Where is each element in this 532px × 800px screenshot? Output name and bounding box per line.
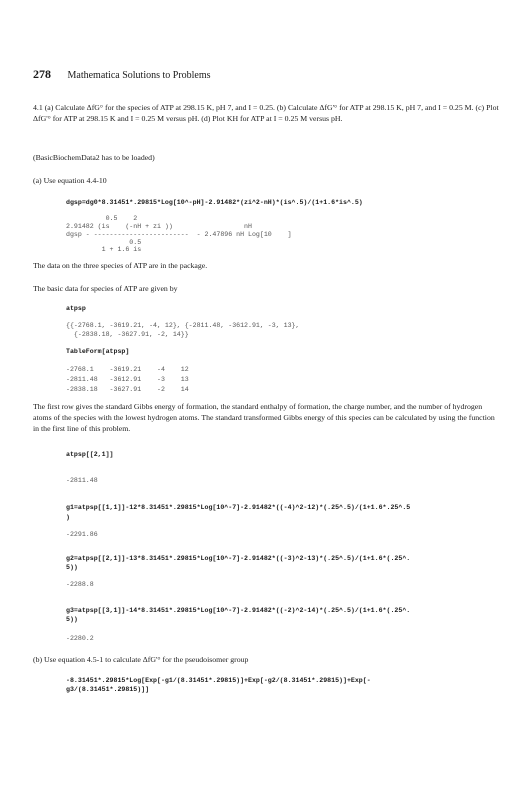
basic-data-intro: The basic data for species of ATP are given by bbox=[33, 284, 178, 293]
g2-output: -2288.8 bbox=[66, 581, 94, 588]
atpsp21-output: -2811.48 bbox=[66, 477, 98, 484]
part-a-heading: (a) Use equation 4.4-10 bbox=[33, 176, 107, 185]
dgsp-output-line: 1 + 1.6 is bbox=[66, 246, 142, 253]
atpsp-input: atpsp bbox=[66, 305, 86, 312]
table-row: -2838.18 -3627.91 -2 14 bbox=[66, 386, 189, 393]
table-row: -2768.1 -3619.21 -4 12 bbox=[66, 366, 189, 373]
dgsp-output-line: dgsp - ------------------------ - 2.47896 nH Log[10 ] bbox=[66, 231, 292, 238]
g3-input-line: 5)) bbox=[66, 616, 78, 623]
dgsp-output-line: 0.5 2 bbox=[66, 215, 138, 222]
g2-input-line: g2=atpsp[[2,1]]-13*8.31451*.29815*Log[10^-7]-2.91482*((-3)^2-13)*(.25^.5)/(1+1.6*(.25^. bbox=[66, 555, 411, 562]
g1-input-line: g1=atpsp[[1,1]]-12*8.31451*.29815*Log[10^-7]-2.91482*((-4)^2-12)*(.25^.5)/(1+1.6*.25^.5 bbox=[66, 504, 411, 511]
g3-output: -2280.2 bbox=[66, 635, 94, 642]
pseudoisomer-input-line: g3/(8.31451*.29815)]] bbox=[66, 686, 150, 693]
dgsp-input: dgsp=dg0*8.31451*.29815*Log[10^-pH]-2.91482*(zi^2-nH)*(is^.5)/(1+1.6*is^.5) bbox=[66, 199, 363, 206]
g3-input-line: g3=atpsp[[3,1]]-14*8.31451*.29815*Log[10^-7]-2.91482*((-2)^2-14)*(.25^.5)/(1+1.6*(.25^. bbox=[66, 607, 411, 614]
g2-input-line: 5)) bbox=[66, 564, 78, 571]
pseudoisomer-input-line: -8.31451*.29815*Log[Exp[-g1/(8.31451*.29815)]+Exp[-g2/(8.31451*.29815)]+Exp[- bbox=[66, 677, 371, 684]
dgsp-output-line: 0.5 bbox=[66, 239, 142, 246]
page-number: 278 bbox=[33, 67, 51, 81]
dgsp-output-line: 2.91482 (is (-nH + zi )) nH bbox=[66, 223, 252, 230]
atpsp-output-line: {-2838.18, -3627.91, -2, 14}} bbox=[66, 331, 189, 338]
g1-input-line: ) bbox=[66, 514, 70, 521]
part-b-heading: (b) Use equation 4.5-1 to calculate ΔfG'° for the pseudoisomer group bbox=[33, 655, 249, 664]
page-header bbox=[33, 67, 211, 82]
package-note: (BasicBiochemData2 has to be loaded) bbox=[33, 153, 155, 162]
atpsp21-input: atpsp[[2,1]] bbox=[66, 451, 114, 458]
first-row-explanation: The first row gives the standard Gibbs energy of formation, the standard enthalpy of formation, the charge number, and the number of hydrogen atoms of the species with the lowest hydrogen atoms. The standard transformed Gibbs energy of this species can be calculated by using the function in the first line of this problem. bbox=[33, 402, 495, 433]
atpsp-output-line: {{-2768.1, -3619.21, -4, 12}, {-2811.48, -3612.91, -3, 13}, bbox=[66, 322, 300, 329]
problem-statement: 4.1 (a) Calculate ΔfG° for the species of ATP at 298.15 K, pH 7, and I = 0.25. (b) Calculate ΔfG'° for ATP at 298.15 K, pH 7, and I = 0.25 M. (c) Plot ΔfG'° for ATP at 298.15 K and I = 0.25 M versus pH. (d) Plot KH for ATP at I = 0.25 M versus pH. bbox=[33, 103, 499, 123]
running-title: Mathematica Solutions to Problems bbox=[67, 70, 211, 81]
g1-output: -2291.86 bbox=[66, 531, 98, 538]
tableform-input: TableForm[atpsp] bbox=[66, 348, 130, 355]
data-note: The data on the three species of ATP are in the package. bbox=[33, 261, 208, 270]
table-row: -2811.48 -3612.91 -3 13 bbox=[66, 376, 189, 383]
